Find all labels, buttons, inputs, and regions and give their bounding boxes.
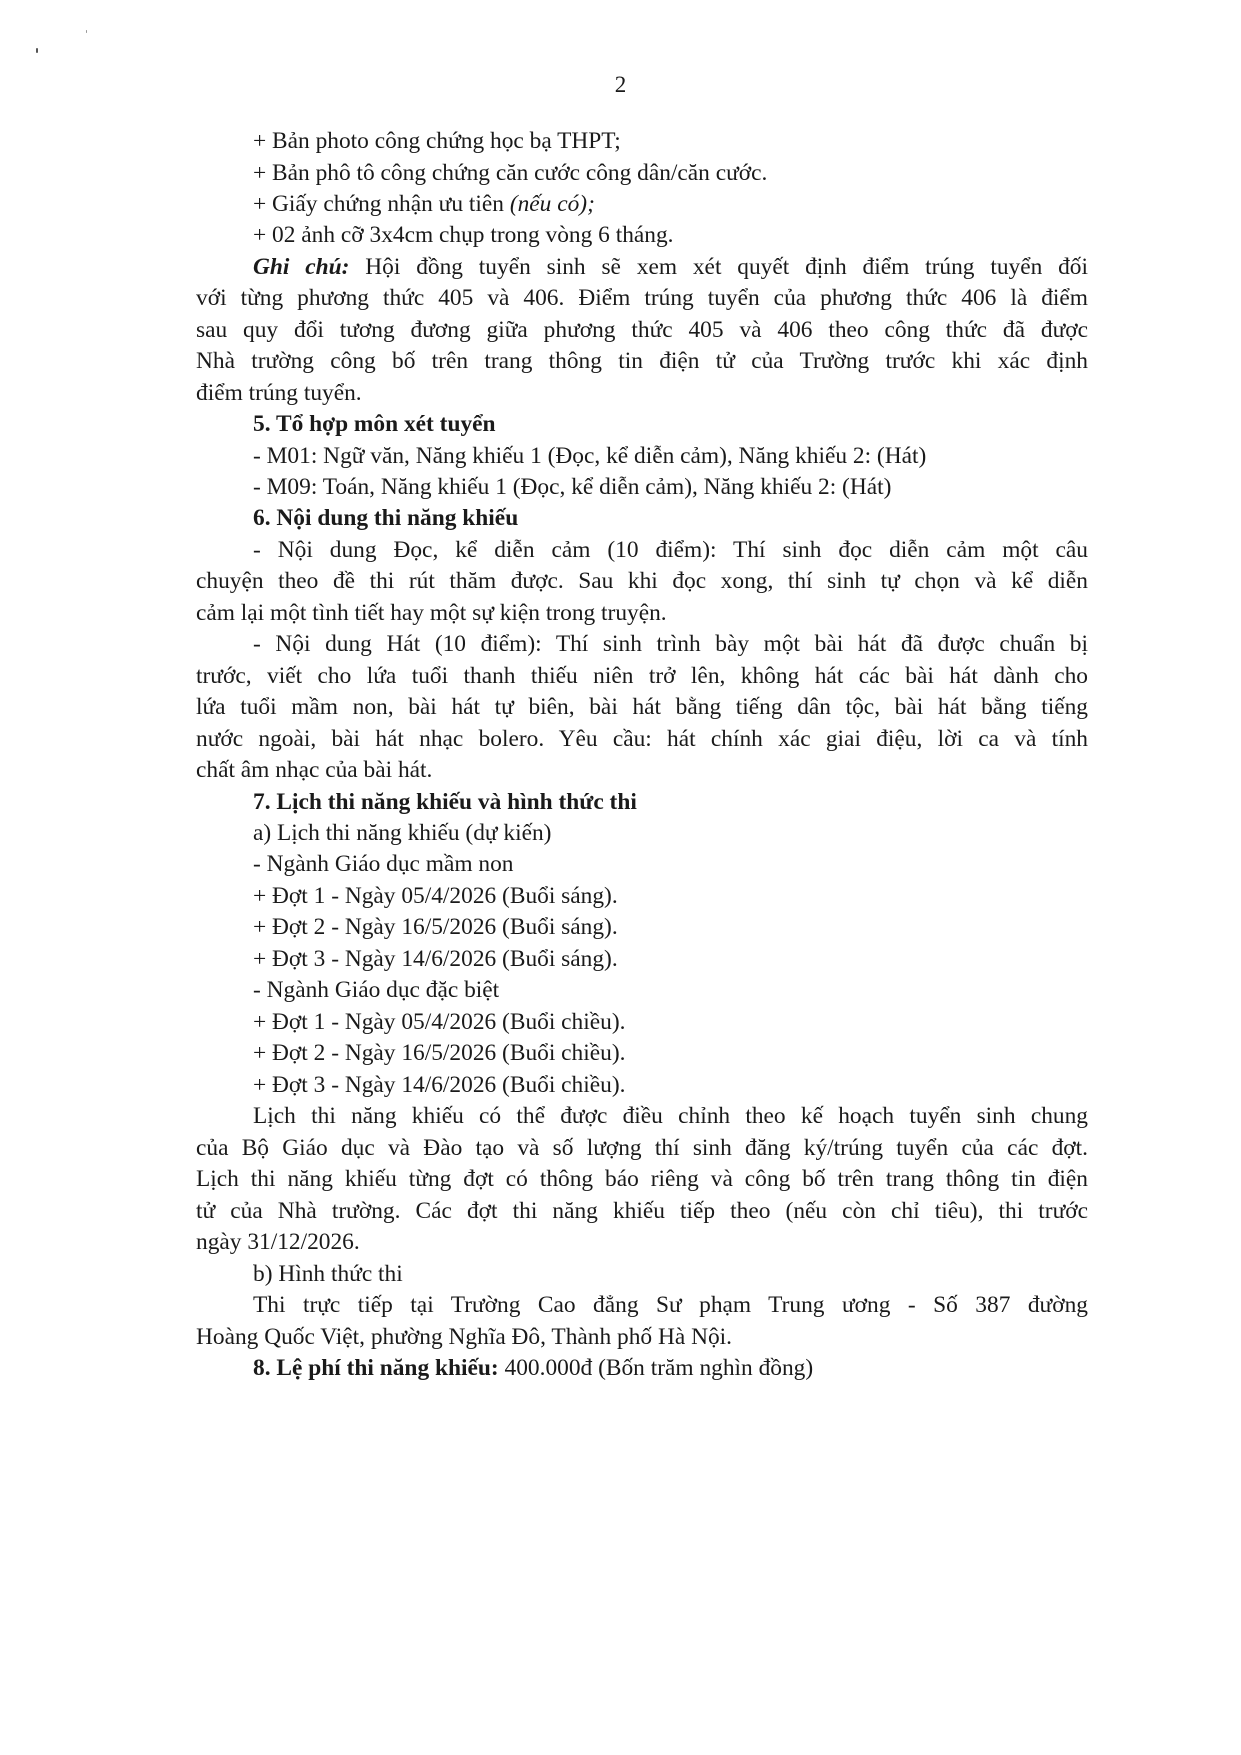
subheading-b: b) Hình thức thi [253,1261,403,1287]
requirement-item: + Bản photo công chứng học bạ THPT; [253,128,621,154]
paragraph-line: tử của Nhà trường. Các đợt thi năng khiếu tiếp theo (nếu còn chỉ tiêu), thi trước [196,1198,1088,1224]
schedule-item: + Đợt 2 - Ngày 16/5/2026 (Buổi sáng). [253,914,618,940]
paragraph-line: Thi trực tiếp tại Trường Cao đẳng Sư phạm Trung ương - Số 387 đường [253,1292,1088,1318]
paragraph-line: cảm lại một tình tiết hay một sự kiện trong truyện. [196,600,667,626]
text: Hội đồng tuyển sinh sẽ xem xét quyết định điểm trúng tuyển đối [349,254,1089,280]
combo-item: - M01: Ngữ văn, Năng khiếu 1 (Đọc, kể diễn cảm), Năng khiếu 2: (Hát) [253,443,927,469]
paragraph-line: của Bộ Giáo dục và Đào tạo và số lượng thí sinh đăng ký/trúng tuyển của các đợt. [196,1135,1088,1161]
major-label: - Ngành Giáo dục mầm non [253,851,514,877]
schedule-item: + Đợt 3 - Ngày 14/6/2026 (Buổi chiều). [253,1072,626,1098]
combo-item: - M09: Toán, Năng khiếu 1 (Đọc, kể diễn cảm), Năng khiếu 2: (Hát) [253,474,892,500]
paragraph-line: nước ngoài, bài hát nhạc bolero. Yêu cầu: hát chính xác giai điệu, lời ca và tính [196,726,1088,752]
subheading-a: a) Lịch thi năng khiếu (dự kiến) [253,820,552,846]
scan-speck [86,30,87,33]
section-heading-6: 6. Nội dung thi năng khiếu [253,505,519,531]
requirement-item [253,189,1088,219]
paragraph-line: Hoàng Quốc Việt, phường Nghĩa Đô, Thành phố Hà Nội. [196,1324,732,1350]
paragraph-line: trước, viết cho lứa tuổi thanh thiếu niên trở lên, không hát các bài hát dành cho [196,663,1088,689]
note-paragraph-line: điểm trúng tuyển. [196,380,362,406]
paragraph-line: Lịch thi năng khiếu từng đợt có thông báo riêng và công bố trên trang thông tin điện [196,1166,1088,1192]
section-heading-5: 5. Tổ hợp môn xét tuyển [253,411,496,437]
note-label: Ghi chú: [253,254,350,280]
paragraph-line: - Nội dung Đọc, kể diễn cảm (10 điểm): Thí sinh đọc diễn cảm một câu [253,537,1088,563]
text: + Giấy chứng nhận ưu tiên [253,191,510,217]
fee-value: 400.000đ (Bốn trăm nghìn đồng) [498,1355,814,1381]
schedule-item: + Đợt 1 - Ngày 05/4/2026 (Buổi sáng). [253,883,618,909]
paragraph-line: chất âm nhạc của bài hát. [196,757,433,783]
italic-note: (nếu có); [509,191,595,217]
note-paragraph-line: sau quy đổi tương đương giữa phương thức 405 và 406 theo công thức đã được [196,317,1088,343]
section-heading-7: 7. Lịch thi năng khiếu và hình thức thi [253,789,637,815]
page-number: 2 [614,72,627,97]
requirement-item: + 02 ảnh cỡ 3x4cm chụp trong vòng 6 tháng. [253,222,674,248]
schedule-item: + Đợt 1 - Ngày 05/4/2026 (Buổi chiều). [253,1009,626,1035]
fee-label: 8. Lệ phí thi năng khiếu: [253,1355,499,1381]
schedule-item: + Đợt 3 - Ngày 14/6/2026 (Buổi sáng). [253,946,618,972]
major-label: - Ngành Giáo dục đặc biệt [253,977,500,1003]
schedule-item: + Đợt 2 - Ngày 16/5/2026 (Buổi chiều). [253,1040,626,1066]
paragraph-line: lứa tuổi mầm non, bài hát tự biên, bài hát bằng tiếng dân tộc, bài hát bằng tiếng [196,694,1088,720]
note-paragraph-line: Nhà trường công bố trên trang thông tin điện tử của Trường trước khi xác định [196,348,1088,374]
paragraph-line: chuyện theo đề thi rút thăm được. Sau khi đọc xong, thí sinh tự chọn và kể diễn [196,568,1088,594]
paragraph-line: ngày 31/12/2026. [196,1229,360,1255]
note-paragraph-line [253,252,1088,282]
requirement-item: + Bản phô tô công chứng căn cước công dân/căn cước. [253,160,768,186]
section-heading-8 [253,1353,1088,1383]
note-paragraph-line: với từng phương thức 405 và 406. Điểm trúng tuyển của phương thức 406 là điểm [196,285,1088,311]
paragraph-line: - Nội dung Hát (10 điểm): Thí sinh trình bày một bài hát đã được chuẩn bị [253,631,1088,657]
paragraph-line: Lịch thi năng khiếu có thể được điều chỉnh theo kế hoạch tuyển sinh chung [253,1103,1088,1129]
scan-speck [36,48,38,53]
